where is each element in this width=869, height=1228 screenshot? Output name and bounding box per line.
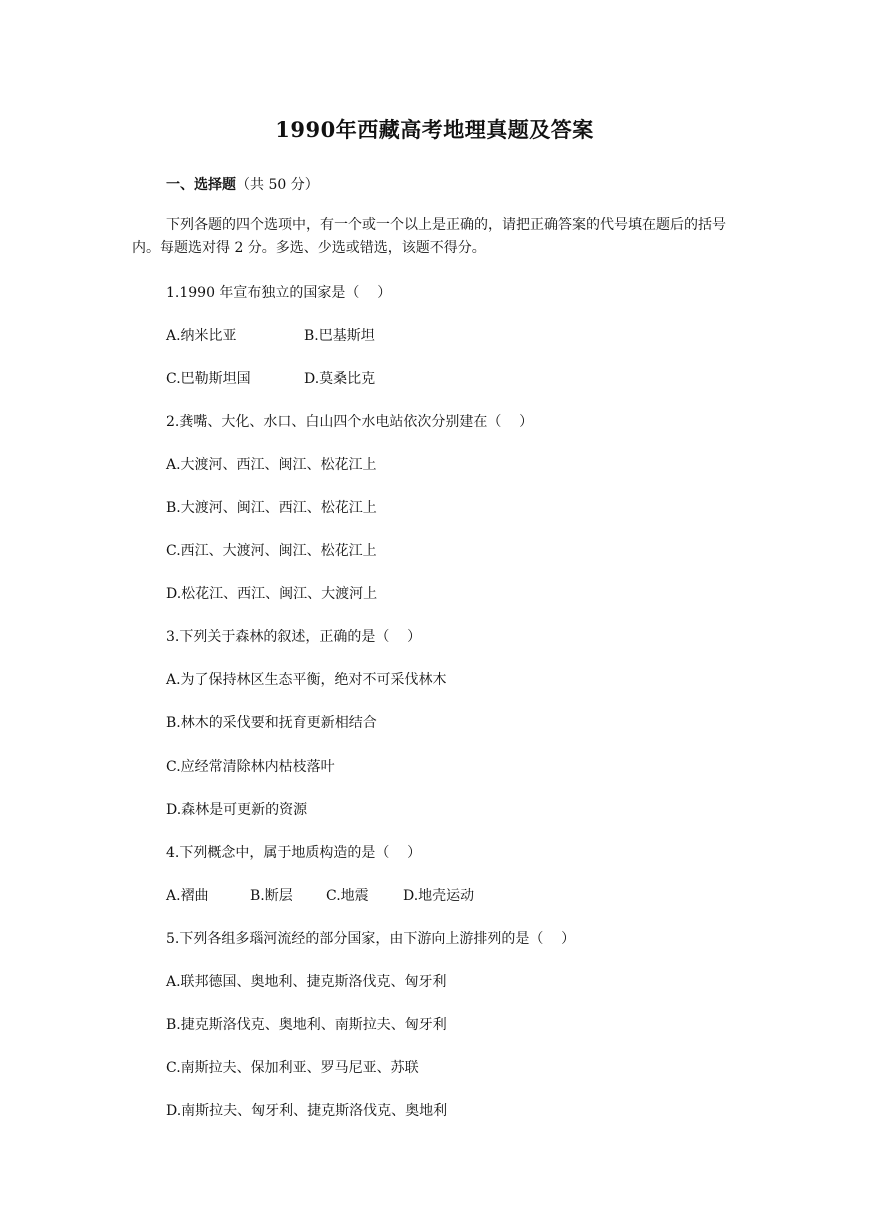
section-heading	[166, 174, 319, 194]
option: B.大渡河、闽江、西江、松花江上	[166, 500, 377, 516]
option: D.松花江、西江、闽江、大渡河上	[166, 586, 378, 602]
option-row	[166, 325, 375, 345]
option: D.南斯拉夫、匈牙利、捷克斯洛伐克、奥地利	[166, 1103, 448, 1119]
option: B.断层	[250, 888, 293, 904]
option: A.纳米比亚	[166, 328, 237, 344]
question-stem: 4.下列概念中，属于地质构造的是（ ）	[166, 845, 422, 861]
option: C.巴勒斯坦国	[166, 371, 251, 387]
option: A.大渡河、西江、闽江、松花江上	[166, 457, 377, 473]
option-row	[166, 368, 375, 388]
document-title: 1990年西藏高考地理真题及答案	[275, 117, 594, 142]
question-stem: 3.下列关于森林的叙述，正确的是（ ）	[166, 629, 422, 645]
option: D.地壳运动	[403, 888, 475, 904]
option: A.褶曲	[166, 888, 209, 904]
section-heading-label: 一、选择题	[166, 177, 236, 193]
option: C.地震	[326, 888, 369, 904]
question-stem: 1.1990 年宣布独立的国家是（ ）	[166, 285, 392, 301]
option: C.应经常清除林内枯枝落叶	[166, 759, 335, 775]
option: D.森林是可更新的资源	[166, 802, 308, 818]
instructions-paragraph: 下列各题的四个选项中，有一个或一个以上是正确的，请把正确答案的代号填在题后的括号内。每题选对得 2 分。多选、少选或错选，该题不得分。	[132, 217, 726, 256]
option: B.捷克斯洛伐克、奥地利、南斯拉夫、匈牙利	[166, 1017, 447, 1033]
option: C.南斯拉夫、保加利亚、罗马尼亚、苏联	[166, 1060, 419, 1076]
option: C.西江、大渡河、闽江、松花江上	[166, 543, 377, 559]
option: D.莫桑比克	[304, 371, 376, 387]
option-row	[166, 885, 474, 905]
section-heading-note: （共 50 分）	[236, 177, 319, 193]
option: B.林木的采伐要和抚育更新相结合	[166, 715, 377, 731]
question-stem: 5.下列各组多瑙河流经的部分国家，由下游向上游排列的是（ ）	[166, 931, 576, 947]
option: B.巴基斯坦	[304, 328, 375, 344]
option: A.联邦德国、奥地利、捷克斯洛伐克、匈牙利	[166, 974, 447, 990]
question-stem: 2.龚嘴、大化、水口、白山四个水电站依次分别建在（ ）	[166, 414, 534, 430]
option: A.为了保持林区生态平衡，绝对不可采伐林木	[166, 672, 447, 688]
